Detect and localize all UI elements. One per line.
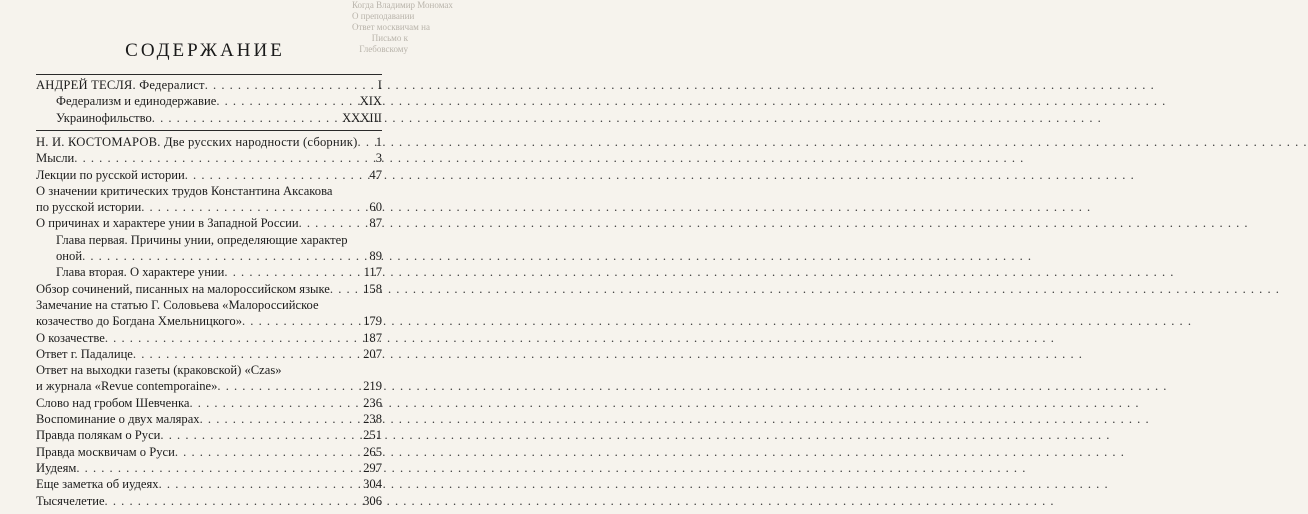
bleed-through-text (352, 0, 453, 76)
toc-page-number: 1 (375, 135, 382, 149)
toc-entry[interactable] (36, 281, 382, 297)
leader-dots (105, 330, 362, 346)
toc-page-number: XIX (359, 94, 382, 109)
toc-page-number: 251 (363, 428, 382, 443)
leader-dots (224, 264, 362, 280)
bleed-line: О преподавании (352, 11, 415, 21)
toc-entry[interactable] (36, 427, 382, 443)
toc-entry-title-line1: Глава первая. Причины унии, определяющие характер (56, 232, 348, 247)
toc-entry-title: Воспоминание о двух малярах (36, 412, 200, 427)
toc-entry[interactable] (36, 476, 382, 492)
toc-entry-title: Украинофильство (56, 110, 152, 125)
toc-page-number: 60 (369, 200, 382, 215)
toc-entry-title: козачество до Богдана Хмельницкого» (36, 314, 242, 329)
toc-page-number: 236 (363, 395, 382, 410)
leader-dots (189, 395, 362, 411)
bleed-line: Ответ москвичам на (352, 22, 430, 32)
toc-entry[interactable] (36, 493, 382, 509)
toc-entry[interactable] (36, 330, 382, 346)
toc-entry-title: Слово над гробом Шевченка (36, 395, 190, 410)
toc-page-number: 297 (363, 460, 382, 475)
toc-entry-title: АНДРЕЙ ТЕСЛЯ. Федералист (36, 78, 205, 92)
book-page (0, 0, 453, 514)
toc-entry-title-line1: О значении критических трудов Константина Аксакова (36, 183, 333, 198)
toc-entry-title: Мысли (36, 151, 75, 166)
leader-dots (175, 444, 362, 460)
toc-entry[interactable] (36, 444, 382, 460)
divider (36, 130, 382, 131)
toc-page-number: 238 (363, 412, 382, 427)
toc-entry-title: оной (56, 249, 83, 264)
toc-page-number: 87 (369, 216, 382, 231)
leader-dots (141, 199, 368, 215)
toc-entry[interactable] (36, 248, 382, 264)
toc-page-number: 219 (363, 379, 382, 394)
toc-entry[interactable] (36, 395, 382, 411)
leader-dots (358, 134, 375, 150)
toc-entry-line[interactable] (36, 362, 382, 378)
toc-page-number: XXXIII (342, 110, 382, 125)
toc-page-number: 47 (369, 167, 382, 182)
leader-dots (185, 167, 369, 183)
toc-page-number: 89 (369, 249, 382, 264)
page-title: СОДЕРЖАНИЕ (125, 40, 285, 61)
toc-entry-line[interactable] (36, 297, 382, 313)
toc-page-number: 187 (363, 330, 382, 345)
toc-entry-title: Лекции по русской истории (36, 167, 185, 182)
leader-dots (105, 493, 363, 509)
leader-dots (76, 460, 362, 476)
toc-author-row[interactable] (36, 77, 382, 93)
toc-page-number: 117 (363, 265, 382, 280)
toc-author-row[interactable] (36, 134, 382, 150)
toc-page-number: 158 (363, 281, 382, 296)
leader-dots (200, 411, 363, 427)
leader-dots (160, 427, 362, 443)
toc-entry-title: Глава вторая. О характере унии (56, 265, 225, 280)
toc-entry[interactable] (36, 313, 382, 329)
toc-entry-title: О причинах и характере унии в Западной России (36, 216, 299, 231)
toc-entry-title: Правда полякам о Руси (36, 428, 161, 443)
toc-entry[interactable] (36, 150, 382, 166)
toc-entry[interactable] (36, 167, 382, 183)
bleed-line: Письмо к (371, 33, 408, 43)
toc-entry[interactable] (36, 411, 382, 427)
toc-page-number: I (377, 78, 382, 92)
toc-page-number: 207 (363, 346, 382, 361)
toc-page-number: 304 (363, 477, 382, 492)
toc-entry-title-line1: Замечание на статью Г. Соловьева «Малороссийское (36, 297, 319, 312)
leader-dots (216, 93, 358, 109)
toc-entry[interactable] (36, 93, 382, 109)
toc-entry[interactable] (36, 460, 382, 476)
toc-entry-title: Н. И. КОСТОМАРОВ. Две русских народности (сборник) (36, 135, 358, 149)
toc-page-number: 265 (363, 444, 382, 459)
toc-entry-title: О козачестве (36, 330, 105, 345)
toc-entry-title: Федерализм и единодержавие (56, 94, 217, 109)
toc-entry-title: Иудеям (36, 460, 77, 475)
toc-entry-title: Ответ г. Падалице (36, 346, 133, 361)
leader-dots (82, 248, 368, 264)
toc-section-kostomarov (36, 134, 382, 509)
toc-entry-title: по русской истории (36, 200, 142, 215)
leader-dots (217, 378, 362, 394)
toc-entry[interactable] (36, 215, 382, 231)
leader-dots (205, 77, 377, 93)
toc-entry-title: Обзор сочинений, писанных на малороссийском языке (36, 281, 330, 296)
toc-entry-title-line1: Ответ на выходки газеты (краковской) «Czas» (36, 363, 282, 378)
leader-dots (299, 215, 369, 231)
toc-entry[interactable] (36, 346, 382, 362)
toc-entry-line[interactable] (36, 232, 382, 248)
toc-page-number: 3 (375, 151, 382, 166)
toc-entry-title: и журнала «Revue contemporaine» (36, 379, 218, 394)
toc-page-number: 306 (363, 493, 382, 508)
leader-dots (133, 346, 362, 362)
toc-section-tesla (36, 77, 382, 126)
leader-dots (159, 476, 363, 492)
toc-entry-line[interactable] (36, 183, 382, 199)
toc-entry-title: Тысячелетие (36, 493, 105, 508)
toc-entry[interactable] (36, 199, 382, 215)
toc-entry[interactable] (36, 378, 382, 394)
bleed-line: Когда Владимир Мономах (352, 0, 453, 10)
toc-page-number: 179 (363, 314, 382, 329)
bleed-line: Глебовскому (359, 44, 408, 54)
toc-entry-title: Правда москвичам о Руси (36, 444, 175, 459)
divider (36, 74, 382, 75)
leader-dots (152, 110, 341, 126)
toc-entry[interactable] (36, 264, 382, 280)
leader-dots (242, 313, 362, 329)
leader-dots (74, 150, 374, 166)
toc-entry-title: Еще заметка об иудеях (36, 477, 159, 492)
toc-entry[interactable] (36, 110, 382, 126)
leader-dots (330, 281, 362, 297)
